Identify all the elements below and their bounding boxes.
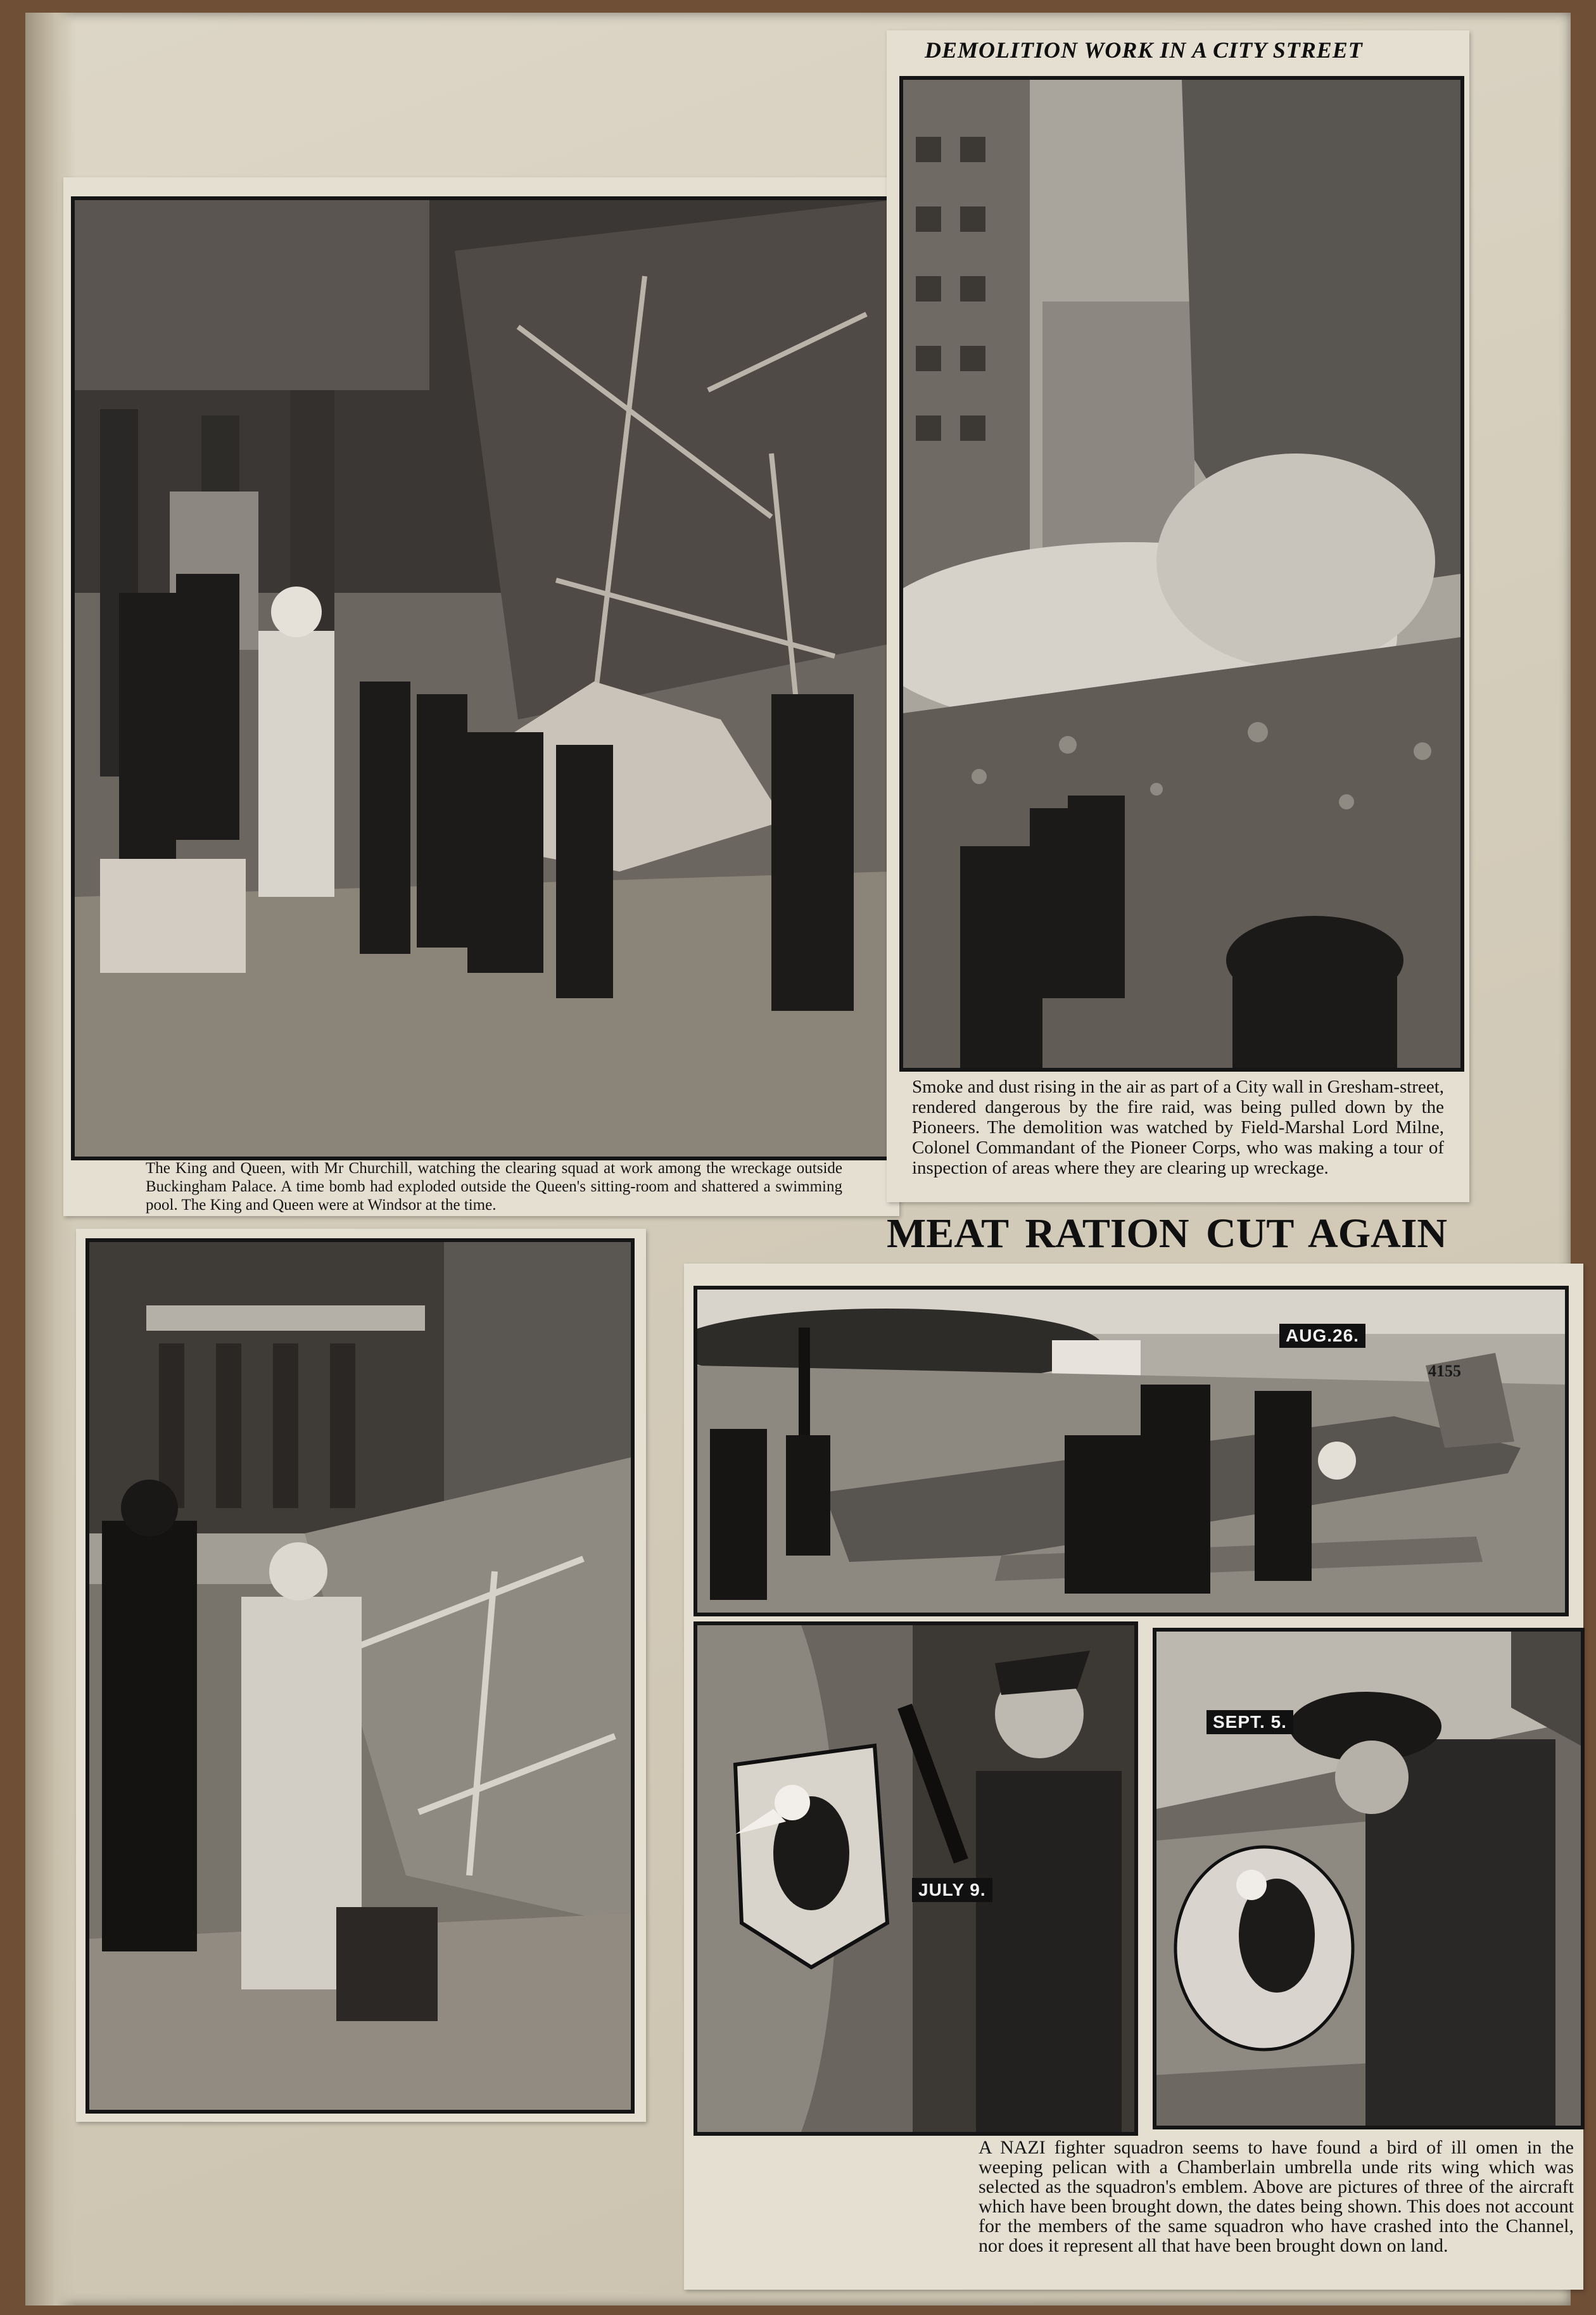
sept5-date-tag: SEPT. 5. — [1206, 1710, 1293, 1734]
royal-couple-photo — [86, 1238, 635, 2114]
meat-ration-headline: MEAT RATION CUT AGAIN — [887, 1210, 1448, 1257]
sept5-emblem-photo — [1153, 1628, 1585, 2129]
july9-date-tag: JULY 9. — [912, 1878, 992, 1902]
palace-wreckage-photo — [71, 196, 896, 1160]
aircraft-markings: 4155 — [1428, 1362, 1461, 1380]
nazi-squadron-caption: A NAZI fighter squadron seems to have found a bird of ill omen in the weeping pelican with a Chamberlain umbrella unde rits wing which was selected as the squadron's emblem. Above are pictures of three of the aircraft which have been brought down, the dates being shown. This does not account for the members of the same squadron who have crashed into the Channel, nor does it represent all that have been brought down on land. — [978, 2137, 1574, 2256]
aug26-date-tag: AUG.26. — [1279, 1324, 1365, 1348]
demolition-title: DEMOLITION WORK IN A CITY STREET — [925, 37, 1363, 63]
palace-caption: The King and Queen, with Mr Churchill, watching the clearing squad at work among the wreckage outside Buckingham Palace. A time bomb had exploded outside the Queen's sitting-room and shattered a swimming pool. The King and Queen were at Windsor at the time. — [146, 1160, 842, 1214]
demolition-caption: Smoke and dust rising in the air as part of a City wall in Gresham-street, rendered dangerous by the fire raid, was being pulled down by the Pioneers. The demolition was watched by Field-Marshal Lord Milne, Colonel Commandant of the Pioneer Corps, who was making a tour of inspection of areas where they are clearing up wreckage. — [912, 1077, 1445, 1178]
scrapbook-page — [25, 13, 1574, 2305]
demolition-photo — [899, 76, 1464, 1072]
aug26-aircraft-photo — [694, 1286, 1569, 1616]
